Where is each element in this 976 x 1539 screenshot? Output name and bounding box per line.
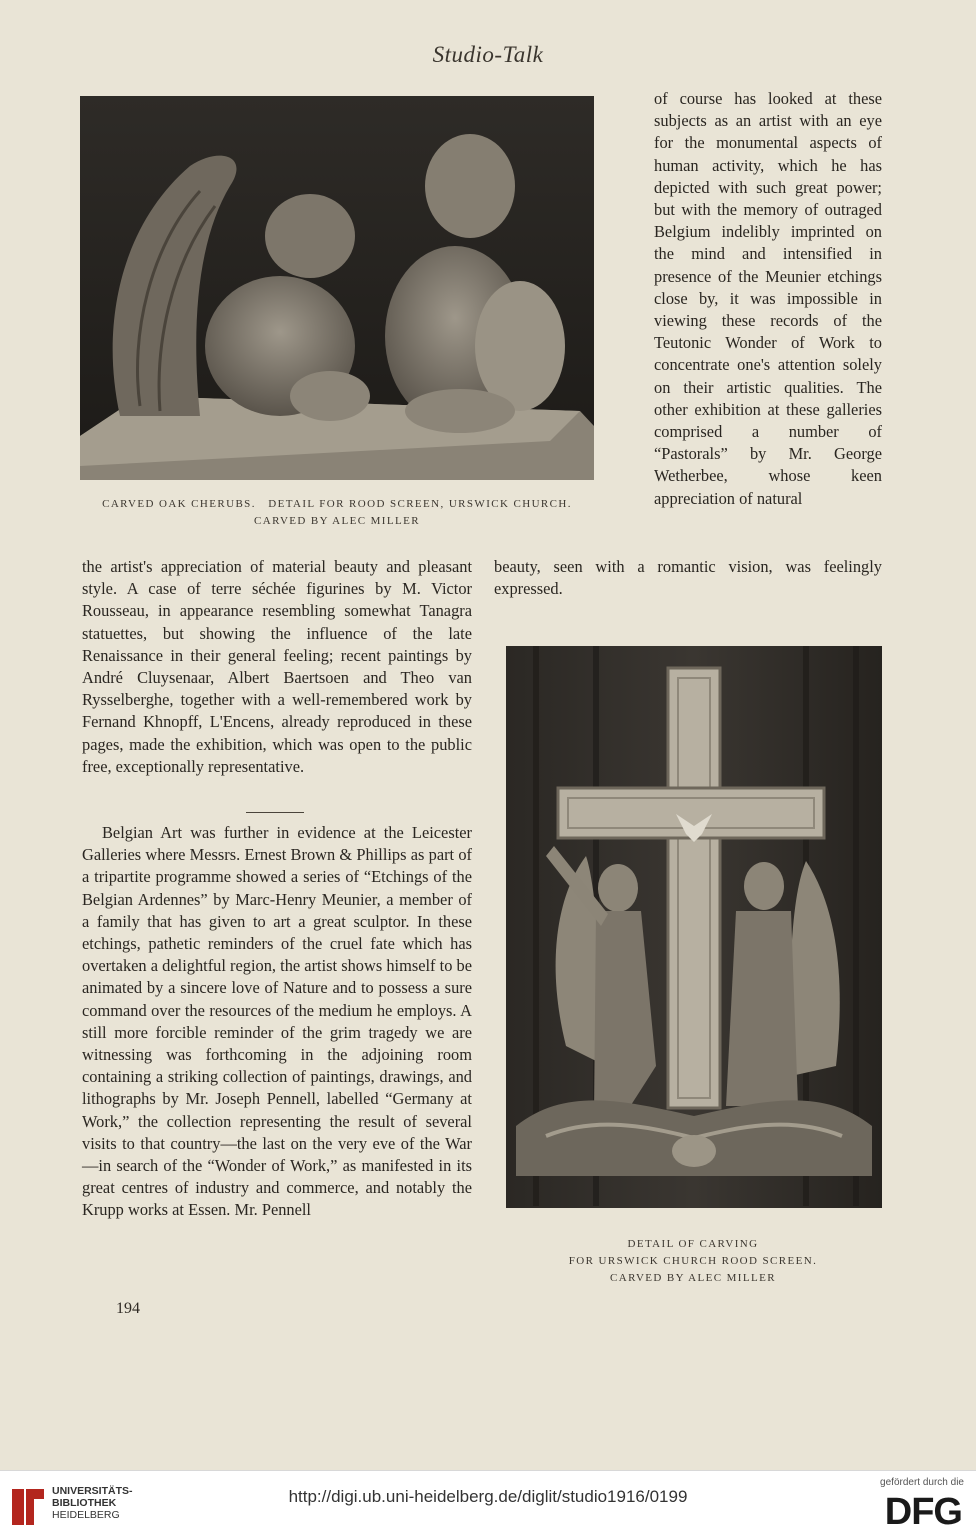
section-divider [246,812,304,813]
cherubs-caption [60,496,614,530]
paragraph: beauty, seen with a romantic vision, was feelingly expressed. [494,557,882,599]
paragraph: of course has looked at these subjects as an artist with an eye for the monumental aspects of human activity, which he has depicted with such great power; but with the memory of outraged Belgium indelibly imprinted on the mind and intensified in presence of the Meunier etchings close by, it was impossible in viewing these records of the Teutonic Wonder of Work to concentrate one's attention solely on their artistic qualities. The other exhibition at these galleries comprised a number of “Pastorals” by Mr. George Wetherbee, whose keen appreciation of natural [654,89,882,508]
crucifix-caption-line2: FOR URSWICK CHURCH ROOD SCREEN. [568,1255,818,1267]
cherubs-photo [80,96,594,480]
cherubs-caption-line2: CARVED BY ALEC MILLER [254,515,420,527]
page-number: 194 [116,1300,140,1317]
paragraph: the artist's appreciation of material beauty and pleasant style. A case of terre séchée figurines by M. Victor Rousseau, in appearance resembling somewhat Tanagra statuettes, but showing the influence of the late Renaissance in their general feeling; recent paintings by André Cluysenaar, Albert Baertsoen and Theo van Rysselberghe, together with a well-remembered work by Fernand Khnopff, L'Encens, already reproduced in these pages, made the exhibition, which was open to the public free, exceptionally representative. [82,557,472,776]
right-column-top-text [654,88,882,510]
institution-line2: BIBLIOTHEK [52,1497,117,1509]
right-column-continued-text [494,556,882,600]
permalink-url[interactable]: http://digi.ub.uni-heidelberg.de/diglit/studio1916/0199 [288,1487,688,1506]
left-column-paragraph-1 [82,556,472,778]
institution-line3: HEIDELBERG [52,1509,120,1521]
paragraph: Belgian Art was further in evidence at the Leicester Galleries where Messrs. Ernest Brown & Phillips as part of a tripartite programme showed a series of “Etchings of the Belgian Ardennes” by Marc-Henry Meunier, a member of a family that has given to art a great sculptor. In these etchings, pathetic reminders of the cruel fate which has overtaken a delightful region, the artist shows himself to be animated by a sincere love of Nature and to possess a sure command over the resources of the medium he employs. A still more forcible reminder of the grim tragedy we are witnessing was forthcoming in the adjoining room containing a striking collection of paintings, drawings, and lithographs by Mr. Joseph Pennell, labelled “Germany at Work,” the collection representing the result of several visits to that country—the last on the very eve of the War—in search of the “Wonder of Work,” as manifested in its great centres of industry and commerce, and notably the Krupp works at Essen. Mr. Pennell [82,823,472,1220]
crucifix-caption [520,1236,866,1287]
digital-library-footer [0,1470,976,1539]
crucifix-caption-line3: CARVED BY ALEC MILLER [610,1272,776,1284]
left-column-paragraph-2 [82,822,472,1222]
dfg-logo: DFG [884,1491,962,1533]
running-title: Studio-Talk [432,42,544,67]
crucifix-caption-line1: DETAIL OF CARVING [627,1238,759,1250]
crucifix-photo [506,646,882,1208]
cherubs-caption-line1: CARVED OAK CHERUBS. DETAIL FOR ROOD SCREEN, URSWICK CHURCH. [102,498,572,510]
funder-label: gefördert durch die [880,1477,964,1488]
institution-line1: UNIVERSITÄTS- [52,1485,133,1497]
